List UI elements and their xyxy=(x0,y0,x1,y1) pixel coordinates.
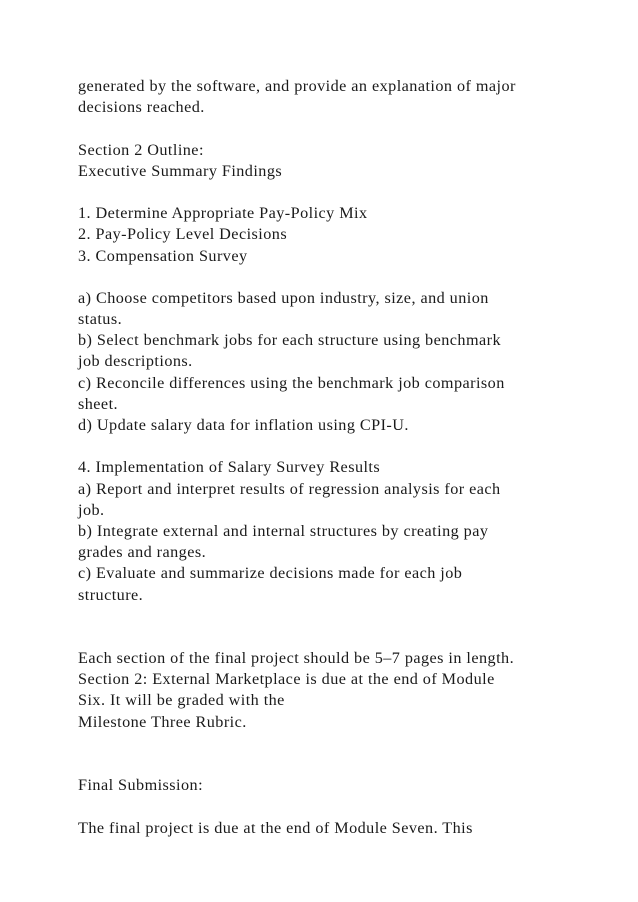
body-line: The final project is due at the end of Module Seven. This xyxy=(78,818,473,837)
outline-item: 2. Pay-Policy Level Decisions xyxy=(78,225,288,244)
subheading: Executive Summary Findings xyxy=(78,161,283,180)
body-line: generated by the software, and provide an explanation of major xyxy=(78,77,516,95)
sub-item: a) Choose competitors based upon industry, size, and union xyxy=(78,288,489,307)
sub-item: structure. xyxy=(78,585,144,604)
sub-item: b) Integrate external and internal structures by creating pay xyxy=(78,521,489,540)
blank-line xyxy=(78,627,598,648)
body-line: Section 2: External Marketplace is due at the end of Module xyxy=(78,670,495,689)
blank-line xyxy=(78,754,598,775)
document-body xyxy=(78,76,598,839)
blank-line xyxy=(78,267,598,288)
outline-item: 1. Determine Appropriate Pay-Policy Mix xyxy=(78,204,368,223)
blank-line xyxy=(78,118,598,139)
sub-item: job descriptions. xyxy=(78,352,193,371)
section-heading: Section 2 Outline: xyxy=(78,140,204,159)
blank-line xyxy=(78,606,598,627)
body-line: Each section of the final project should be 5–7 pages in length. xyxy=(78,649,515,668)
sub-item: b) Select benchmark jobs for each structure using benchmark xyxy=(78,331,502,350)
sub-item: c) Evaluate and summarize decisions made for each job xyxy=(78,564,463,583)
body-line: Milestone Three Rubric. xyxy=(78,712,247,731)
sub-item: d) Update salary data for inflation using CPI-U. xyxy=(78,416,409,434)
sub-item: a) Report and interpret results of regression analysis for each xyxy=(78,479,501,498)
sub-item: sheet. xyxy=(78,394,119,413)
blank-line xyxy=(78,733,598,754)
section-heading: Final Submission: xyxy=(78,776,204,795)
blank-line xyxy=(78,796,598,817)
blank-line xyxy=(78,436,598,457)
body-line: decisions reached. xyxy=(78,98,205,117)
sub-item: grades and ranges. xyxy=(78,543,207,562)
sub-item: c) Reconcile differences using the benchmark job comparison xyxy=(78,373,505,392)
sub-item: job. xyxy=(78,500,105,519)
blank-line xyxy=(78,182,598,203)
outline-item: 3. Compensation Survey xyxy=(78,246,248,265)
body-line: Six. It will be graded with the xyxy=(78,691,285,710)
sub-item: status. xyxy=(78,310,123,329)
outline-item: 4. Implementation of Salary Survey Results xyxy=(78,458,381,477)
